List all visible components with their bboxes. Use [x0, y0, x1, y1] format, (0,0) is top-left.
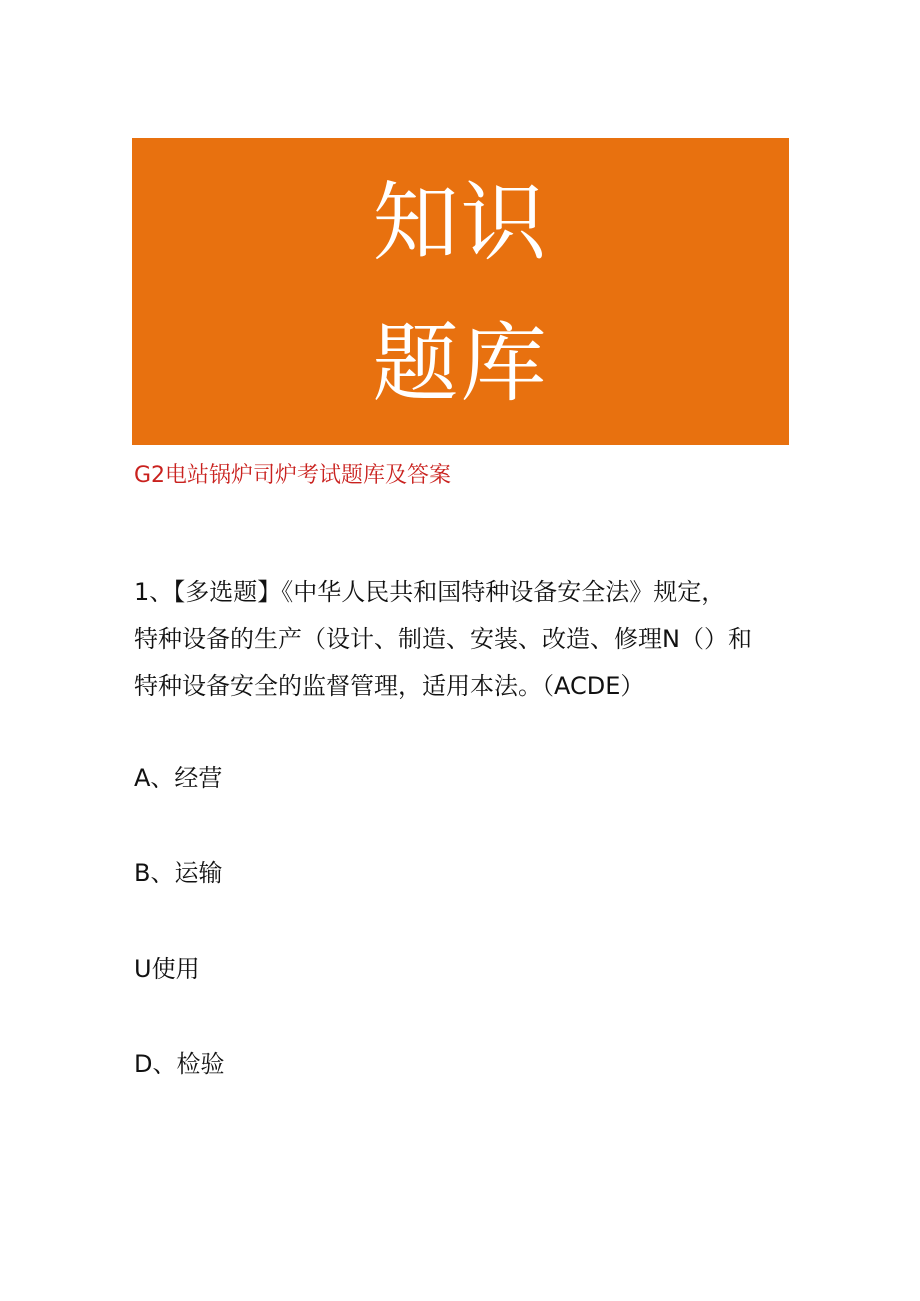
question-text-line-2: 特种设备的生产（设计、制造、安装、改造、修理N（）和: [134, 625, 752, 653]
banner: [132, 138, 789, 445]
question-text-line-3: 特种设备安全的监督管理，适用本法。（ACDE）: [134, 672, 645, 700]
question-text-line-1: 1、【多选题】《中华人民共和国特种设备安全法》规定，: [134, 578, 726, 606]
option-c: U使用: [134, 955, 200, 983]
document-title: G2电站锅炉司炉考试题库及答案: [134, 463, 452, 488]
banner-title-line-1: 知识: [372, 173, 549, 273]
banner-title-line-2: 题库: [372, 314, 549, 414]
option-b: B、运输: [134, 859, 223, 887]
option-d: D、检验: [134, 1050, 225, 1078]
option-a: A、经营: [134, 764, 223, 792]
question-1: [134, 569, 794, 710]
